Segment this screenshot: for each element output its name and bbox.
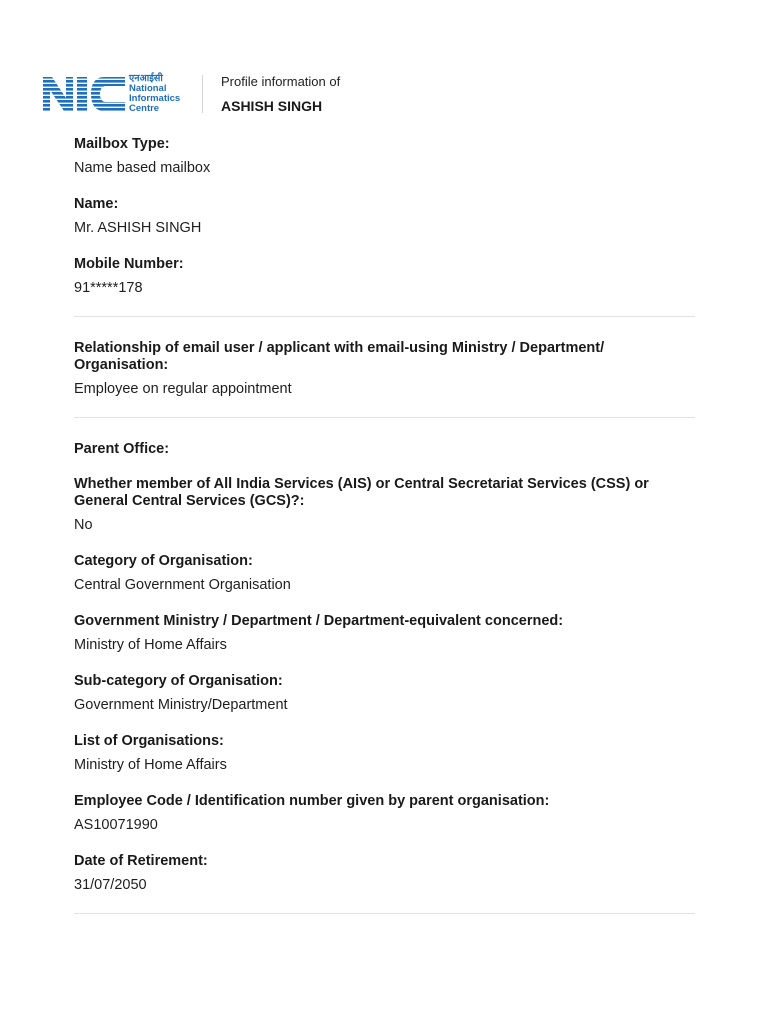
field-label: Employee Code / Identification number given by parent organisation:	[74, 793, 550, 809]
field-value: Ministry of Home Affairs	[74, 637, 227, 653]
field-mobile-number	[74, 256, 695, 298]
logo-line: National	[129, 83, 167, 95]
field-organisation-list	[74, 733, 695, 775]
field-label: Government Ministry / Department / Department-equivalent concerned:	[74, 613, 564, 629]
field-value: Employee on regular appointment	[74, 381, 292, 397]
logo-hindi-text: एनआईसी	[129, 72, 163, 84]
profile-name: ASHISH SINGH	[221, 98, 323, 114]
field-label: Relationship of email user / applicant with email-using Ministry / Department/ Organisation:	[74, 340, 605, 373]
field-value: Central Government Organisation	[74, 577, 291, 593]
field-ais-css-gcs	[74, 476, 695, 535]
logo-line: Centre	[129, 103, 160, 115]
field-retirement-date	[74, 853, 695, 895]
header-divider	[202, 75, 203, 113]
field-subcategory	[74, 673, 695, 715]
field-value: Name based mailbox	[74, 160, 211, 176]
field-value: 31/07/2050	[74, 877, 147, 893]
field-value: No	[74, 517, 93, 533]
field-label: Sub-category of Organisation:	[74, 673, 283, 689]
nic-logo	[42, 74, 186, 114]
field-label: Category of Organisation:	[74, 553, 253, 569]
field-employee-code	[74, 793, 695, 835]
logo-line: Informatics	[129, 93, 181, 105]
section-divider	[74, 417, 695, 418]
field-label: Mobile Number:	[74, 256, 184, 272]
page-header	[42, 72, 340, 116]
section-divider	[74, 316, 695, 317]
profile-content	[74, 136, 695, 937]
field-label: Date of Retirement:	[74, 853, 208, 869]
nic-logo-text	[129, 74, 180, 115]
field-value: Government Ministry/Department	[74, 697, 288, 713]
field-label: Mailbox Type:	[74, 136, 170, 152]
field-mailbox-type	[74, 136, 695, 178]
field-label: List of Organisations:	[74, 733, 224, 749]
header-subtitle: Profile information of	[221, 74, 341, 89]
field-relationship	[74, 340, 695, 399]
header-info	[221, 74, 340, 114]
field-value: 91*****178	[74, 280, 143, 296]
field-value: Ministry of Home Affairs	[74, 757, 227, 773]
field-ministry	[74, 613, 695, 655]
field-label: Name:	[74, 196, 119, 212]
field-label: Parent Office:	[74, 441, 170, 457]
field-value: Mr. ASHISH SINGH	[74, 220, 202, 236]
field-value: AS10071990	[74, 817, 158, 833]
field-category	[74, 553, 695, 595]
field-parent-office	[74, 441, 695, 458]
field-name	[74, 196, 695, 238]
nic-logo-mark	[42, 76, 126, 112]
field-label: Whether member of All India Services (AIS) or Central Secretariat Services (CSS) or General Central Services (GCS)?:	[74, 476, 649, 509]
section-divider	[74, 913, 695, 914]
